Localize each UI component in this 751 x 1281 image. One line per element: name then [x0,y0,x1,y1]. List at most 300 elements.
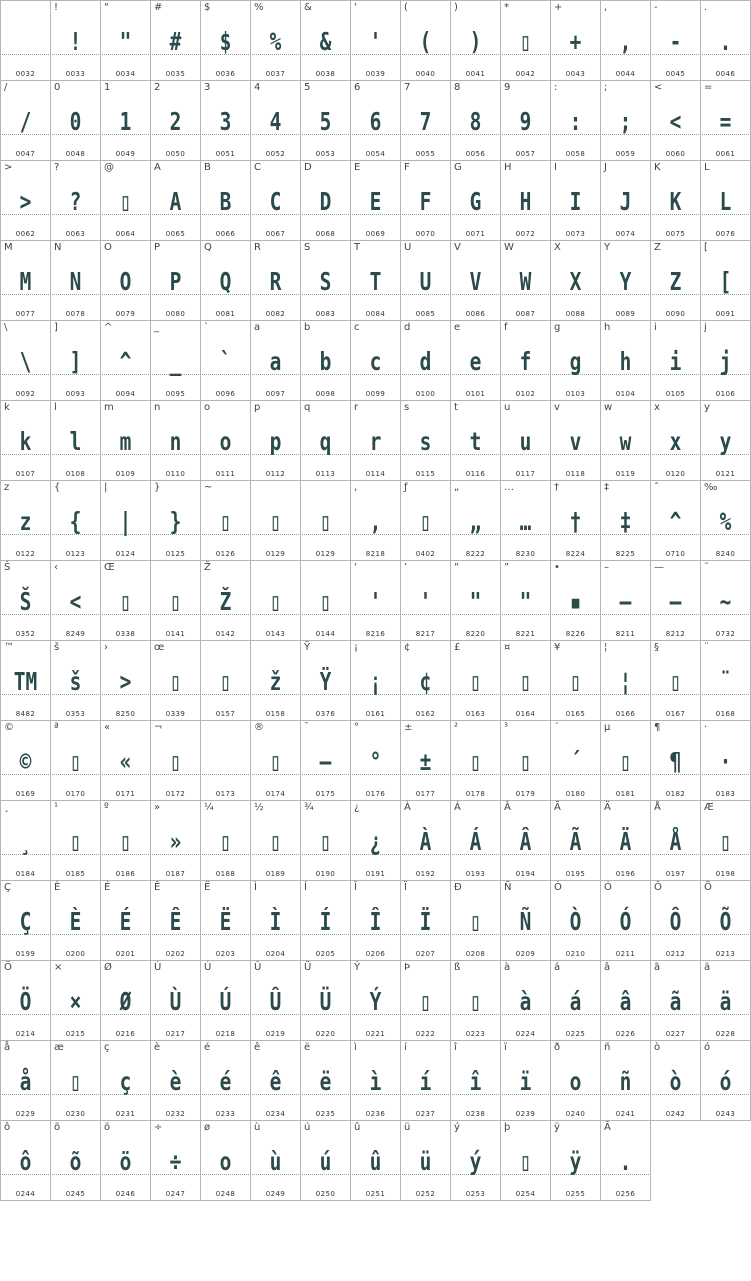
reference-character: 6 [354,82,361,93]
character-code: 0198 [715,870,736,878]
font-glyph: ▯ [519,27,532,56]
character-code: 0210 [565,950,586,958]
glyph-cell [0,481,51,561]
character-code: 0235 [315,1110,336,1118]
character-code: 0158 [265,710,286,718]
font-glyph: ž [269,667,282,696]
glyph-cell [51,1041,101,1121]
character-code: 0102 [515,390,536,398]
reference-character: ) [454,2,458,13]
character-code: 0114 [365,470,386,478]
glyph-cell [701,161,751,241]
glyph-cell [351,1121,401,1201]
character-code: 0086 [465,310,486,318]
reference-character: ó [704,1042,711,1053]
font-glyph: y [719,427,732,456]
glyph-cell [651,641,701,721]
font-glyph: m [119,427,132,456]
glyph-cell [551,1121,601,1201]
reference-character: < [654,82,663,93]
character-code: 0201 [115,950,136,958]
reference-character: ã [654,962,661,973]
reference-character: å [4,1042,11,1053]
reference-character: q [304,402,311,413]
reference-character: @ [104,162,114,173]
glyph-cell [401,241,451,321]
font-glyph: z [19,507,32,536]
baseline-guide [202,774,249,775]
reference-character: ú [304,1122,311,1133]
glyph-cell [301,641,351,721]
font-glyph: TM [13,667,38,696]
reference-character: # [154,2,163,13]
glyph-cell [251,81,301,161]
character-code: 0121 [715,470,736,478]
reference-character: ’ [404,562,408,573]
glyph-cell [501,81,551,161]
font-glyph: ÿ [569,1147,582,1176]
reference-character: ‘ [354,562,358,573]
reference-character: Ò [554,882,562,893]
reference-character: ¹ [54,802,59,813]
font-glyph: w [619,427,632,456]
font-glyph: < [669,107,682,136]
character-code: 0112 [265,470,286,478]
reference-character: ~ [204,482,213,493]
reference-character: r [354,402,359,413]
font-glyph: ê [269,1067,282,1096]
glyph-cell [101,0,151,81]
character-code: 8226 [565,630,586,638]
glyph-cell [401,1121,451,1201]
font-glyph: á [569,987,582,1016]
glyph-cell [301,721,351,801]
font-glyph: " [119,27,132,56]
reference-character: K [654,162,661,173]
font-glyph: # [169,27,182,56]
glyph-cell [201,161,251,241]
reference-character: - [654,2,658,13]
font-glyph: 4 [269,107,282,136]
character-code: 0211 [615,950,636,958]
font-glyph: o [569,1067,582,1096]
font-glyph: ▯ [69,827,82,856]
font-glyph: ▯ [69,747,82,776]
glyph-cell [501,641,551,721]
glyph-cell [701,801,751,881]
reference-character: ƒ [404,482,408,493]
glyph-cell [451,561,501,641]
font-glyph: ¡ [369,667,382,696]
reference-character: % [254,2,264,13]
character-code: 0200 [65,950,86,958]
character-code: 0253 [465,1190,486,1198]
glyph-cell [401,881,451,961]
reference-character: Ã [554,802,561,813]
character-code: 0099 [365,390,386,398]
glyph-cell [351,81,401,161]
glyph-cell [601,81,651,161]
reference-character: ô [4,1122,11,1133]
glyph-cell [151,561,201,641]
glyph-cell [151,0,201,81]
character-code: 0058 [565,150,586,158]
reference-character: “ [454,562,460,573]
reference-character: J [604,162,607,173]
glyph-cell [701,241,751,321]
character-code: 0252 [415,1190,436,1198]
reference-character: B [204,162,211,173]
reference-character: 1 [104,82,111,93]
font-glyph: È [69,907,82,936]
character-code: 0181 [615,790,636,798]
character-code: 0164 [515,710,536,718]
font-glyph: É [119,907,132,936]
character-code: 0110 [165,470,186,478]
character-code: 0069 [365,230,386,238]
glyph-cell [601,641,651,721]
glyph-cell [101,161,151,241]
character-code: 0251 [365,1190,386,1198]
reference-character: 7 [404,82,411,93]
character-code: 0175 [315,790,336,798]
reference-character: â [604,962,611,973]
glyph-cell [0,801,51,881]
character-code: 0242 [665,1110,686,1118]
glyph-cell [651,961,701,1041]
font-glyph: ▯ [719,827,732,856]
character-code: 0116 [465,470,486,478]
character-code: 0174 [265,790,286,798]
font-glyph: / [19,107,32,136]
font-glyph: Ü [319,987,332,1016]
font-glyph: ú [319,1147,332,1176]
glyph-cell [551,641,601,721]
character-code: 0081 [215,310,236,318]
reference-character: y [704,402,710,413]
glyph-cell [601,1041,651,1121]
character-code: 0206 [365,950,386,958]
glyph-cell [551,401,601,481]
glyph-cell [201,961,251,1041]
reference-character: h [604,322,611,333]
character-code: 0142 [215,630,236,638]
font-glyph: , [619,27,632,56]
reference-character: Ú [204,962,212,973]
character-code: 8249 [65,630,86,638]
reference-character: Ê [154,882,161,893]
character-code: 0080 [165,310,186,318]
character-code: 8224 [565,550,586,558]
character-code: 0115 [415,470,436,478]
reference-character: ¥ [554,642,561,653]
reference-character: Ù [154,962,162,973]
glyph-cell [351,961,401,1041]
glyph-cell [51,401,101,481]
character-code: 0209 [515,950,536,958]
reference-character: ñ [604,1042,611,1053]
glyph-cell [301,0,351,81]
reference-character: f [504,322,508,333]
font-glyph: ▯ [269,587,282,616]
reference-character: ± [404,722,413,733]
font-glyph: ' [369,27,382,56]
character-code: 0093 [65,390,86,398]
character-code: 0250 [315,1190,336,1198]
character-code: 0035 [165,70,186,78]
glyph-cell [101,481,151,561]
character-code: 0059 [615,150,636,158]
font-glyph: ¿ [369,827,382,856]
reference-character: É [104,882,111,893]
font-glyph: < [69,587,82,616]
reference-character: ‰ [704,482,718,493]
glyph-cell [301,161,351,241]
reference-character: à [504,962,511,973]
font-glyph: A [169,187,182,216]
reference-character: … [504,482,514,493]
character-code: 0233 [215,1110,236,1118]
font-glyph: Š [19,587,32,616]
glyph-cell [251,321,301,401]
glyph-cell [301,481,351,561]
font-glyph: ÷ [169,1147,182,1176]
character-code: 0243 [715,1110,736,1118]
glyph-cell [651,241,701,321]
reference-character: È [54,882,61,893]
font-glyph: ` [219,347,232,376]
glyph-cell [451,1041,501,1121]
character-code: 0082 [265,310,286,318]
reference-character: é [204,1042,211,1053]
character-code: 0192 [415,870,436,878]
glyph-cell [701,481,751,561]
reference-character: G [454,162,462,173]
reference-character: _ [154,322,159,333]
font-glyph: 9 [519,107,532,136]
font-glyph: Ë [219,907,232,936]
character-code: 0109 [115,470,136,478]
character-code: 0126 [215,550,236,558]
glyph-cell [551,481,601,561]
font-glyph: 8 [469,107,482,136]
character-code: 0238 [465,1110,486,1118]
reference-character: C [254,162,261,173]
glyph-cell [401,161,451,241]
reference-character: ² [454,722,459,733]
font-glyph: š [69,667,82,696]
reference-character: ò [654,1042,661,1053]
character-code: 0254 [515,1190,536,1198]
glyph-cell [0,721,51,801]
font-glyph: – [619,587,632,616]
reference-character: 5 [304,82,311,93]
reference-character: | [104,482,108,493]
character-code: 0125 [165,550,186,558]
font-glyph: [ [719,267,732,296]
reference-character: ö [104,1122,111,1133]
font-glyph: … [519,507,532,536]
glyph-cell [251,961,301,1041]
reference-character: e [454,322,461,333]
font-glyph: Ç [19,907,32,936]
glyph-cell [51,0,101,81]
font-glyph: ¶ [669,747,682,776]
character-code: 0219 [265,1030,286,1038]
font-glyph: ¸ [19,827,32,856]
font-glyph: . [719,27,732,56]
font-glyph: Ÿ [319,667,332,696]
font-glyph: ▯ [519,747,532,776]
reference-character: 8 [454,82,461,93]
font-glyph: d [419,347,432,376]
glyph-cell [501,481,551,561]
glyph-cell [151,721,201,801]
glyph-cell [551,1041,601,1121]
reference-character: § [654,642,659,653]
character-code: 0079 [115,310,136,318]
font-glyph: ° [369,747,382,776]
character-code: 0161 [365,710,386,718]
reference-character: ˆ [654,482,659,493]
font-glyph: ´ [569,747,582,776]
character-code: 0041 [465,70,486,78]
reference-character: \ [4,322,8,333]
reference-character: n [154,402,161,413]
character-code: 0065 [165,230,186,238]
font-glyph: ▯ [269,507,282,536]
character-code: 0038 [315,70,336,78]
glyph-cell [351,161,401,241]
glyph-cell [501,241,551,321]
glyph-cell [701,561,751,641]
character-code: 0042 [515,70,536,78]
reference-character: ¼ [204,802,214,813]
glyph-cell [0,0,51,81]
reference-character: b [304,322,311,333]
character-code: 0195 [565,870,586,878]
character-code: 0097 [265,390,286,398]
reference-character: Q [204,242,212,253]
glyph-cell [51,961,101,1041]
font-glyph: ▯ [469,667,482,696]
font-glyph: 0 [69,107,82,136]
character-code: 0123 [65,550,86,558]
glyph-cell [101,801,151,881]
character-code: 0162 [415,710,436,718]
font-glyph: G [469,187,482,216]
reference-character: Ô [654,882,662,893]
glyph-cell [551,321,601,401]
glyph-cell [201,81,251,161]
character-code: 0245 [65,1190,86,1198]
character-code: 8211 [615,630,636,638]
glyph-cell [151,1121,201,1201]
reference-character: £ [454,642,461,653]
font-glyph: " [519,587,532,616]
reference-character: ä [704,962,711,973]
character-code: 0049 [115,150,136,158]
reference-character: • [554,562,560,573]
glyph-cell [601,801,651,881]
font-glyph: M [19,267,32,296]
reference-character: ! [54,2,59,13]
character-code: 0189 [265,870,286,878]
font-glyph: ▯ [469,987,482,1016]
reference-character: ª [54,722,59,733]
reference-character: 3 [204,82,211,93]
font-glyph: ▪ [569,587,582,616]
character-code: 0107 [15,470,36,478]
reference-character: º [104,802,109,813]
glyph-cell [451,801,501,881]
font-glyph: B [219,187,232,216]
reference-character: x [654,402,660,413]
font-glyph: Î [369,907,382,936]
reference-character: A [154,162,161,173]
glyph-cell [0,881,51,961]
character-code: 0045 [665,70,686,78]
character-code: 0199 [15,950,36,958]
character-code: 0224 [515,1030,536,1038]
font-glyph: Ï [419,907,432,936]
reference-character: Ā [604,1122,611,1133]
font-glyph: Ñ [519,907,532,936]
character-code: 0172 [165,790,186,798]
glyph-cell [51,241,101,321]
glyph-cell [0,1121,51,1201]
font-glyph: Â [519,827,532,856]
font-glyph: & [319,27,332,56]
glyph-cell [251,801,301,881]
font-glyph: ù [269,1147,282,1176]
character-code: 0076 [715,230,736,238]
reference-character: Ÿ [304,642,311,653]
reference-character: D [304,162,312,173]
reference-character: * [504,2,509,13]
glyph-cell [201,801,251,881]
glyph-cell [501,1121,551,1201]
font-glyph: ▯ [169,747,182,776]
font-glyph: ¦ [619,667,632,696]
character-code: 0352 [15,630,36,638]
reference-character: m [104,402,114,413]
character-code: 0223 [465,1030,486,1038]
font-glyph: . [619,1147,632,1176]
glyph-cell [251,0,301,81]
reference-character: $ [204,2,211,13]
font-glyph: } [169,507,182,536]
character-code: 0220 [315,1030,336,1038]
font-glyph: Ý [369,987,382,1016]
reference-character: Å [654,802,661,813]
character-code: 0226 [615,1030,636,1038]
character-code: 0078 [65,310,86,318]
reference-character: Ö [4,962,12,973]
reference-character: ' [354,2,357,13]
character-code: 0244 [15,1190,36,1198]
font-glyph: ▯ [519,667,532,696]
character-code: 0046 [715,70,736,78]
character-code: 0208 [465,950,486,958]
font-glyph: À [419,827,432,856]
glyph-cell [601,721,651,801]
reference-character: Ä [604,802,611,813]
font-glyph: Á [469,827,482,856]
font-glyph: Z [669,267,682,296]
reference-character: æ [54,1042,64,1053]
glyph-cell [51,321,101,401]
